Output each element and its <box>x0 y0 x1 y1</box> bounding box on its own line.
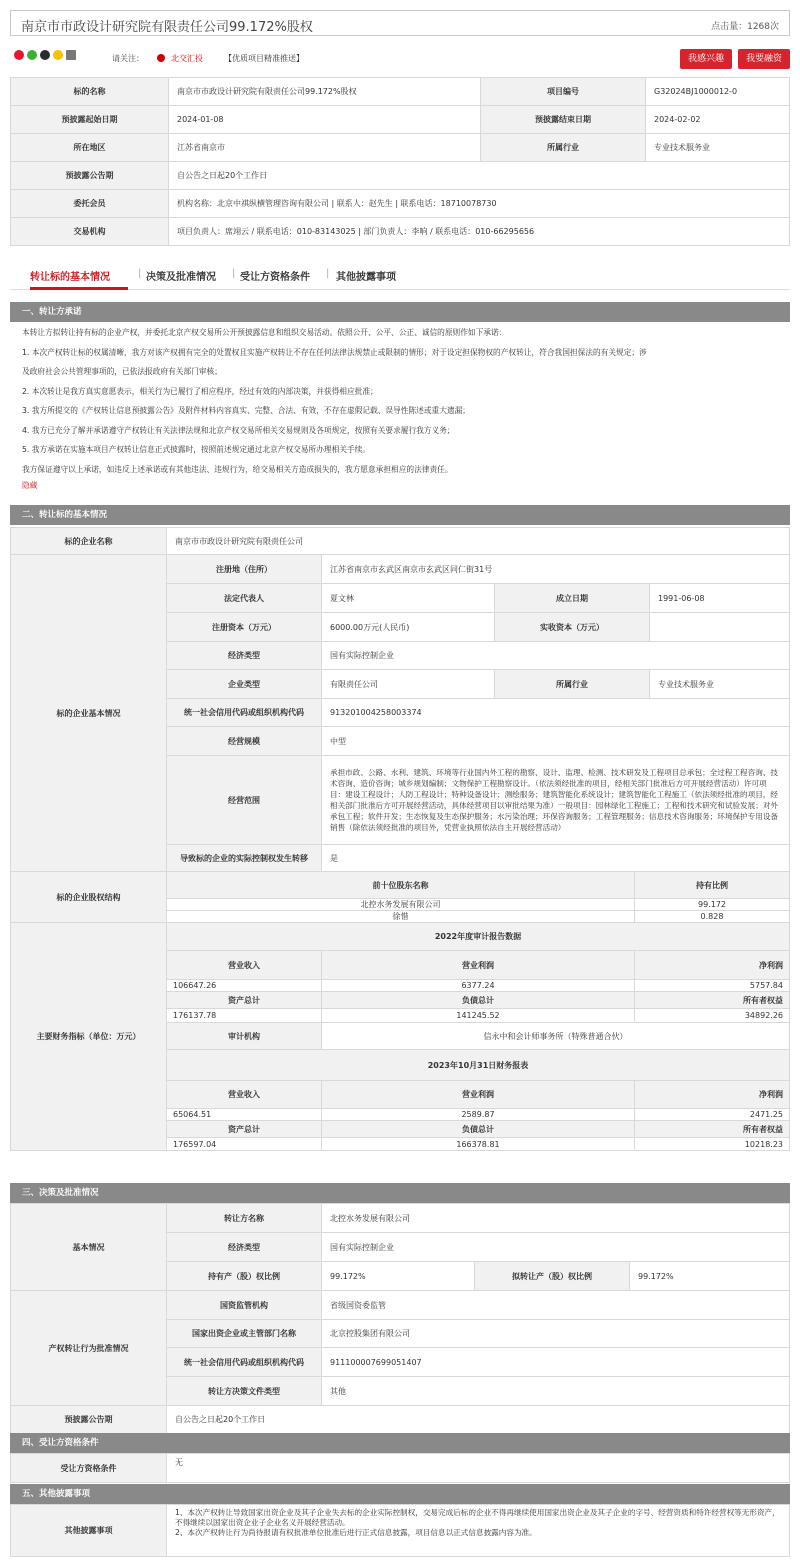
tab-underline <box>30 287 128 290</box>
weibo-icon[interactable] <box>14 50 24 60</box>
brand-logo-icon <box>157 54 165 62</box>
section-decision: 三、决策及批准情况 <box>10 1183 790 1203</box>
qualify-table: 受让方资格条件 无 <box>10 1453 790 1483</box>
title-bar <box>10 10 790 36</box>
push-text: 【优质项目精准推送】 <box>224 54 304 63</box>
print-icon[interactable] <box>66 50 76 60</box>
other-table: 其他披露事项 1、本次产权转让导致国家出资企业及其子企业失去标的企业实际控制权，交易完成后标的企业不得再继续使用国家出资企业及其子企业的字号、经营资质和特许经营权等无形资产，不得继续以国家出资企业子企业名义开展经营活动。 2、本次产权转让行为尚待报请有权批准单位批准后进行正式信息披露，项目信息以正式信息披露内容为准。 <box>10 1504 790 1557</box>
hide-link[interactable]: 隐藏 <box>22 481 38 490</box>
qzone-icon[interactable] <box>53 50 63 60</box>
table-row: 北控水务发展有限公司 <box>167 899 635 911</box>
page-title: 南京市市政设计研究院有限责任公司99.172%股权 <box>21 20 313 35</box>
follow-label: 请关注： <box>112 54 144 63</box>
section-target: 二、转让标的基本情况 <box>10 505 790 525</box>
share-bar <box>14 50 784 66</box>
brand-link[interactable]: 北交汇投 <box>171 54 203 63</box>
tab-other[interactable]: 其他披露事项 <box>336 272 396 283</box>
section-other: 五、其他披露事项 <box>10 1484 790 1504</box>
decision-table: 基本情况 转让方名称 北控水务发展有限公司 经济类型 国有实际控制企业 持有产（股）权比例 99.172% 拟转让产（股）权比例 99.172% 产权转让行为批准情况 国资监管机构 省级国资委监管 国家出资企业或主管部门名称 北京控股集团有限公司 统一社会信用代码或组织机构代码 911100007699051407 转让方决策文件类型 其他 预披露公告期 自公告之日起20个工作日 <box>10 1203 790 1434</box>
tab-qualify[interactable]: 受让方资格条件 <box>240 272 310 283</box>
qq-icon[interactable] <box>40 50 50 60</box>
wechat-icon[interactable] <box>27 50 37 60</box>
finance-label: 主要财务指标（单位：万元） <box>11 923 167 1151</box>
target-table: 标的企业名称 南京市市政设计研究院有限责任公司 标的企业基本情况 注册地（住所） 江苏省南京市玄武区南京市玄武区同仁街31号 法定代表人 夏文林 成立日期 1991-06-08 注册资本（万元） 6000.00万元(人民币) 实收资本（万元） 经济类型 国有实际控制企业 企业类型 有限责任公司 所属行业 专业技术服务业 统一社会信用代码或组织机构代码 913201004258003374 经营规模 中型 经营范围 承担市政、公路、水利、建筑、环境等行业国内外工程的勘察、设计、监理、检测、技术研发及工程项目总承包；全过程工程咨询、技术咨询、造价咨询；城乡规划编制；文物保护工程勘察设计。（依法须经批准的项目，经相关部门批准后方可开展经营活动）许可项目：建设工程设计；人防工程设计；特种设备设计；测绘服务；建筑智能化系统设计；建筑智能化工程施工（依法须经批准的项目，经相关部门批准后方可开展经营活动，具体经营项目以审批结果为准）一般项目：园林绿化工程施工；工程和技术研究和试验发展；对外承包工程；软件开发；生态恢复及生态保护服务；水污染治理；环保咨询服务；工程管理服务；信息技术咨询服务；环境保护专用设备销售（除依法须经批准的项目外，凭营业执照依法自主开展经营活动） 导致标的企业的实际控制权发生转移 是 标的企业股权结构 前十位股东名称 持有比例 北控水务发展有限公司 99.172 徐惜 0.828 主要财务指标（单位：万元） 2022年度审计报告数据 营业收入 营业利润 净利润 106647.26 6377.24 5757.84 资产总计 负债总计 所有者权益 176137.78 141245.52 34892.26 审计机构 信永中和会计师事务所（特殊普通合伙） 2023年10月31日财务报表 营业收入 营业利润 净利润 65064.51 2589.87 2471.25 资产总计 负债总计 所有者权益 176597.04 166378.81 10218.23 <box>10 527 790 1151</box>
section-promise: 一、转让方承诺 <box>10 302 790 322</box>
finance-button[interactable]: 我要融资 <box>738 49 790 69</box>
table-row: 徐惜 <box>167 911 635 923</box>
tab-bar: 转让标的基本情况 | 决策及批准情况 | 受让方资格条件 | 其他披露事项 <box>10 258 790 290</box>
interest-button[interactable]: 我感兴趣 <box>680 49 732 69</box>
tab-basic[interactable]: 转让标的基本情况 <box>30 272 110 283</box>
equity-label: 标的企业股权结构 <box>11 872 167 923</box>
promise-text: 本转让方拟转让持有标的企业产权，并委托北京产权交易所公开预披露信息和组织交易活动。依照公开、公平、公正、诚信的原则作如下承诺： 1. 本次产权转让标的权属清晰，我方对该产权拥有完全的处置权且实施产权转让不存在任何法律法规禁止或限制的情形；对于设定担保物权的产权转让，符合我国担保法的有关规定；涉 及政府社会公共管理事项的，已依法报政府有关部门审核； 2. 本次转让是我方真实意愿表示，相关行为已履行了相应程序，经过有效的内部决策，并获得相应批准； 3. 我方所提交的《产权转让信息预披露公告》及附件材料内容真实、完整、合法、有效，不存在虚假记载、误导性陈述或重大遗漏； 4. 我方已充分了解并承诺遵守产权转让有关法律法规和北京产权交易所相关交易规则及各项规定，按照有关要求履行我方义务； 5. 我方承诺在实施本项目产权转让信息正式披露时，按照前述规定通过北京产权交易所办理相关手续。 我方保证遵守以上承诺，如违反上述承诺或有其他违法、违规行为，给交易相关方造成损失的，我方愿意承担相应的法律责任。 隐藏 <box>22 323 782 493</box>
section-qualify: 四、受让方资格条件 <box>10 1433 790 1453</box>
view-count: 点击量：1268次 <box>711 22 779 32</box>
tab-decision[interactable]: 决策及批准情况 <box>146 272 216 283</box>
project-info: 标的名称 南京市市政设计研究院有限责任公司99.172%股权 项目编号 G32024BJ1000012-0 预披露起始日期 2024-01-08 预披露结束日期 2024-02-02 所在地区 江苏省南京市 所属行业 专业技术服务业 预披露公告期 自公告之日起20个工作日 委托会员 机构名称：北京中祺纵横管理咨询有限公司 | 联系人：赵先生 | 联系电话：18710078730 交易机构 项目负责人：席翊云 / 联系电话：010-83143025 | 部门负责人：李响 / 联系电话：010-66295656 <box>10 77 790 246</box>
